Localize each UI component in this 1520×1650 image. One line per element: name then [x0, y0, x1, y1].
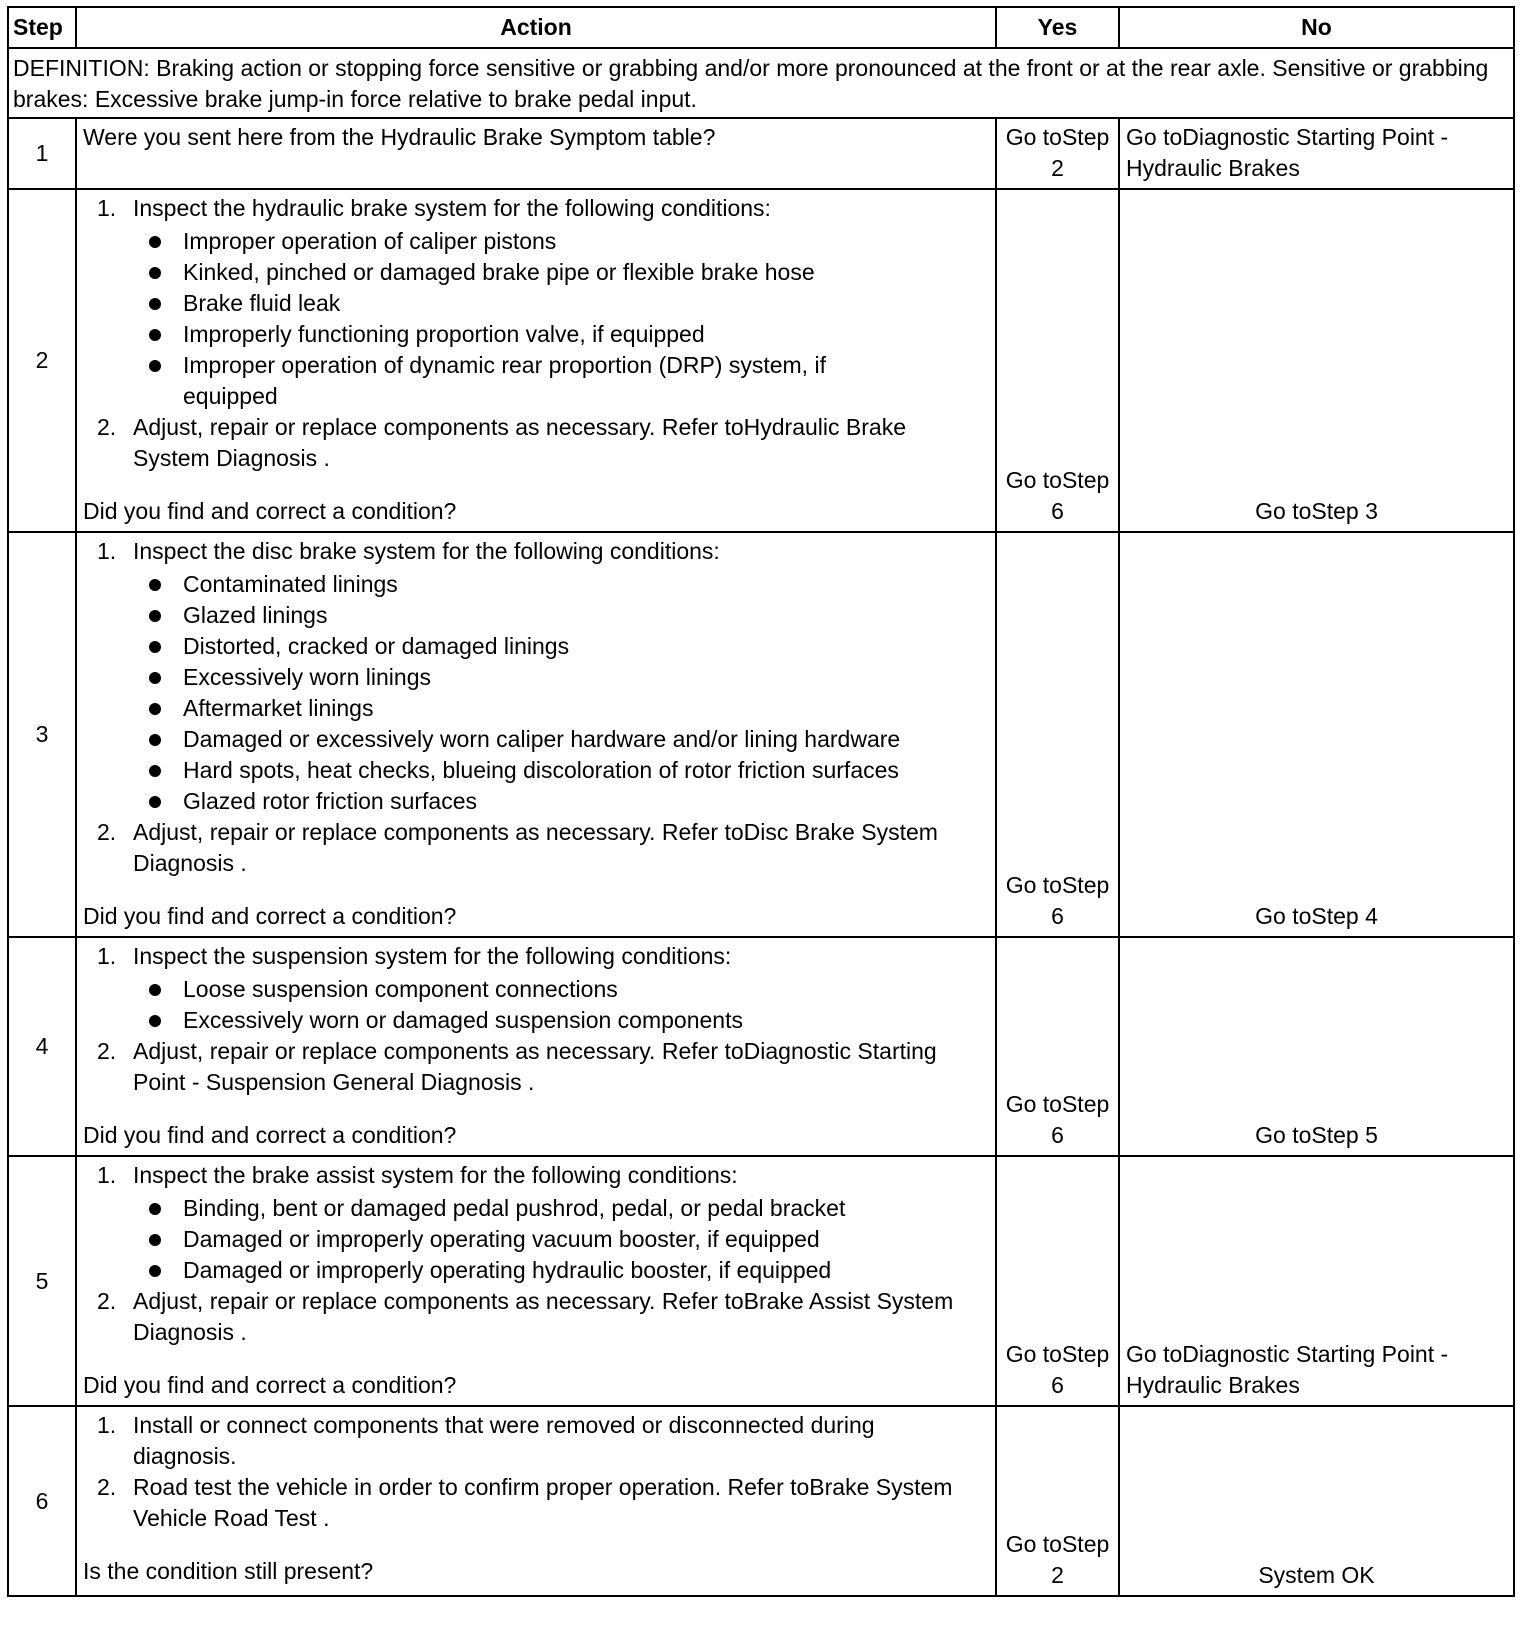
step-row-6 — [8, 1406, 1514, 1596]
step-question: Is the condition still present? — [83, 1558, 374, 1584]
list-number: 1. — [97, 195, 117, 221]
definition-text: DEFINITION: Braking action or stopping force sensitive or grabbing and/or more pronounced at the front or at the rear axle. Sensitive or grabbing brakes: Excessive brake jump-in force relative to brake pedal input. — [8, 48, 1514, 118]
condition-item — [83, 600, 989, 631]
condition-text: Distorted, cracked or damaged linings — [183, 633, 570, 659]
no-cell: Go toStep 3 — [1119, 189, 1514, 532]
condition-item — [83, 350, 989, 412]
action-cell — [76, 189, 996, 532]
condition-text: Kinked, pinched or damaged brake pipe or flexible brake hose — [183, 259, 815, 285]
condition-text: Improper operation of caliper pistons — [183, 228, 557, 254]
instruction-list — [83, 536, 989, 879]
condition-text: Improperly functioning proportion valve, if equipped — [183, 321, 705, 347]
diagnostic-table — [7, 6, 1515, 1597]
bullet-icon — [149, 329, 161, 341]
condition-item — [83, 786, 989, 817]
list-number: 2. — [97, 414, 117, 440]
bullet-icon — [149, 360, 161, 372]
instruction-item — [83, 1410, 989, 1472]
instruction-item — [83, 941, 989, 1036]
instruction-item — [83, 412, 989, 474]
condition-list — [83, 974, 989, 1036]
condition-text: Contaminated linings — [183, 571, 398, 597]
action-cell — [76, 937, 996, 1156]
condition-item — [83, 662, 989, 693]
condition-item — [83, 1193, 989, 1224]
condition-list — [83, 569, 989, 817]
condition-text: Improper operation of dynamic rear proportion (DRP) system, if equipped — [183, 352, 826, 409]
header-row — [8, 7, 1514, 48]
instruction-text: Inspect the suspension system for the following conditions: — [133, 943, 732, 969]
no-cell: Go toStep 5 — [1119, 937, 1514, 1156]
action-cell — [76, 532, 996, 937]
bullet-icon — [149, 796, 161, 808]
yes-cell: Go toStep 6 — [996, 532, 1119, 937]
condition-item — [83, 1224, 989, 1255]
step-question: Were you sent here from the Hydraulic Brake Symptom table? — [83, 124, 716, 150]
condition-item — [83, 288, 989, 319]
bullet-icon — [149, 703, 161, 715]
action-cell — [76, 1156, 996, 1406]
step-row-2 — [8, 189, 1514, 532]
instruction-text: Inspect the brake assist system for the following conditions: — [133, 1162, 738, 1188]
condition-text: Brake fluid leak — [183, 290, 341, 316]
condition-item — [83, 569, 989, 600]
header-step: Step — [8, 7, 76, 48]
instruction-item — [83, 817, 989, 879]
bullet-icon — [149, 1234, 161, 1246]
no-cell: System OK — [1119, 1406, 1514, 1596]
list-number: 2. — [97, 1474, 117, 1500]
condition-text: Glazed linings — [183, 602, 328, 628]
diagnostic-table-container — [7, 6, 1513, 1597]
instruction-text: Road test the vehicle in order to confirm proper operation. Refer toBrake System Vehicle Road Test . — [133, 1474, 953, 1531]
bullet-icon — [149, 267, 161, 279]
action-cell — [76, 118, 996, 189]
instruction-list — [83, 1160, 989, 1348]
header-action: Action — [76, 7, 996, 48]
step-row-5 — [8, 1156, 1514, 1406]
bullet-icon — [149, 765, 161, 777]
condition-text: Hard spots, heat checks, blueing discoloration of rotor friction surfaces — [183, 757, 899, 783]
yes-cell: Go toStep 6 — [996, 937, 1119, 1156]
condition-text: Damaged or improperly operating hydraulic booster, if equipped — [183, 1257, 832, 1283]
step-question: Did you find and correct a condition? — [83, 903, 457, 929]
condition-item — [83, 631, 989, 662]
instruction-item — [83, 1472, 989, 1534]
bullet-icon — [149, 641, 161, 653]
instruction-text: Inspect the hydraulic brake system for the following conditions: — [133, 195, 771, 221]
instruction-text: Adjust, repair or replace components as necessary. Refer toHydraulic Brake System Diagnosis . — [133, 414, 906, 471]
list-number: 2. — [97, 1038, 117, 1064]
step-number: 4 — [8, 937, 76, 1156]
no-cell: Go toDiagnostic Starting Point - Hydraulic Brakes — [1119, 1156, 1514, 1406]
instruction-list — [83, 941, 989, 1098]
condition-text: Aftermarket linings — [183, 695, 374, 721]
bullet-icon — [149, 984, 161, 996]
condition-item — [83, 319, 989, 350]
condition-item — [83, 755, 989, 786]
bullet-icon — [149, 236, 161, 248]
condition-text: Excessively worn or damaged suspension components — [183, 1007, 743, 1033]
bullet-icon — [149, 1203, 161, 1215]
no-cell: Go toStep 4 — [1119, 532, 1514, 937]
instruction-text: Install or connect components that were removed or disconnected during diagnosis. — [133, 1412, 875, 1469]
definition-row — [8, 48, 1514, 118]
list-number: 1. — [97, 1412, 117, 1438]
condition-item — [83, 724, 989, 755]
condition-list — [83, 226, 989, 412]
condition-item — [83, 693, 989, 724]
yes-cell: Go toStep 6 — [996, 1156, 1119, 1406]
bullet-icon — [149, 579, 161, 591]
bullet-icon — [149, 1265, 161, 1277]
bullet-icon — [149, 672, 161, 684]
instruction-item — [83, 193, 989, 412]
step-number: 1 — [8, 118, 76, 189]
instruction-text: Adjust, repair or replace components as necessary. Refer toDisc Brake System Diagnosis . — [133, 819, 938, 876]
step-number: 5 — [8, 1156, 76, 1406]
step-number: 3 — [8, 532, 76, 937]
condition-item — [83, 257, 989, 288]
condition-item — [83, 1255, 989, 1286]
header-no: No — [1119, 7, 1514, 48]
condition-text: Damaged or excessively worn caliper hardware and/or lining hardware — [183, 726, 901, 752]
bullet-icon — [149, 610, 161, 622]
list-number: 1. — [97, 943, 117, 969]
list-number: 2. — [97, 819, 117, 845]
step-question: Did you find and correct a condition? — [83, 1122, 457, 1148]
instruction-list — [83, 193, 989, 474]
condition-item — [83, 226, 989, 257]
condition-text: Binding, bent or damaged pedal pushrod, pedal, or pedal bracket — [183, 1195, 846, 1221]
step-question: Did you find and correct a condition? — [83, 1372, 457, 1398]
step-row-1 — [8, 118, 1514, 189]
instruction-list — [83, 1410, 989, 1534]
no-cell: Go toDiagnostic Starting Point - Hydraulic Brakes — [1119, 118, 1514, 189]
instruction-item — [83, 1160, 989, 1286]
instruction-text: Adjust, repair or replace components as necessary. Refer toDiagnostic Starting Point - Suspension General Diagnosis . — [133, 1038, 937, 1095]
step-number: 6 — [8, 1406, 76, 1596]
action-cell — [76, 1406, 996, 1596]
bullet-icon — [149, 734, 161, 746]
header-yes: Yes — [996, 7, 1119, 48]
condition-text: Damaged or improperly operating vacuum booster, if equipped — [183, 1226, 820, 1252]
list-number: 1. — [97, 538, 117, 564]
list-number: 1. — [97, 1162, 117, 1188]
instruction-item — [83, 536, 989, 817]
bullet-icon — [149, 298, 161, 310]
yes-cell: Go toStep 6 — [996, 189, 1119, 532]
condition-text: Glazed rotor friction surfaces — [183, 788, 478, 814]
step-row-4 — [8, 937, 1514, 1156]
step-row-3 — [8, 532, 1514, 937]
step-question: Did you find and correct a condition? — [83, 498, 457, 524]
list-number: 2. — [97, 1288, 117, 1314]
yes-cell: Go toStep 2 — [996, 118, 1119, 189]
condition-list — [83, 1193, 989, 1286]
instruction-item — [83, 1286, 989, 1348]
instruction-item — [83, 1036, 989, 1098]
yes-cell: Go toStep 2 — [996, 1406, 1119, 1596]
instruction-text: Adjust, repair or replace components as necessary. Refer toBrake Assist System Diagnosis . — [133, 1288, 954, 1345]
bullet-icon — [149, 1015, 161, 1027]
condition-text: Excessively worn linings — [183, 664, 431, 690]
step-number: 2 — [8, 189, 76, 532]
condition-item — [83, 1005, 989, 1036]
condition-text: Loose suspension component connections — [183, 976, 618, 1002]
condition-item — [83, 974, 989, 1005]
instruction-text: Inspect the disc brake system for the following conditions: — [133, 538, 720, 564]
